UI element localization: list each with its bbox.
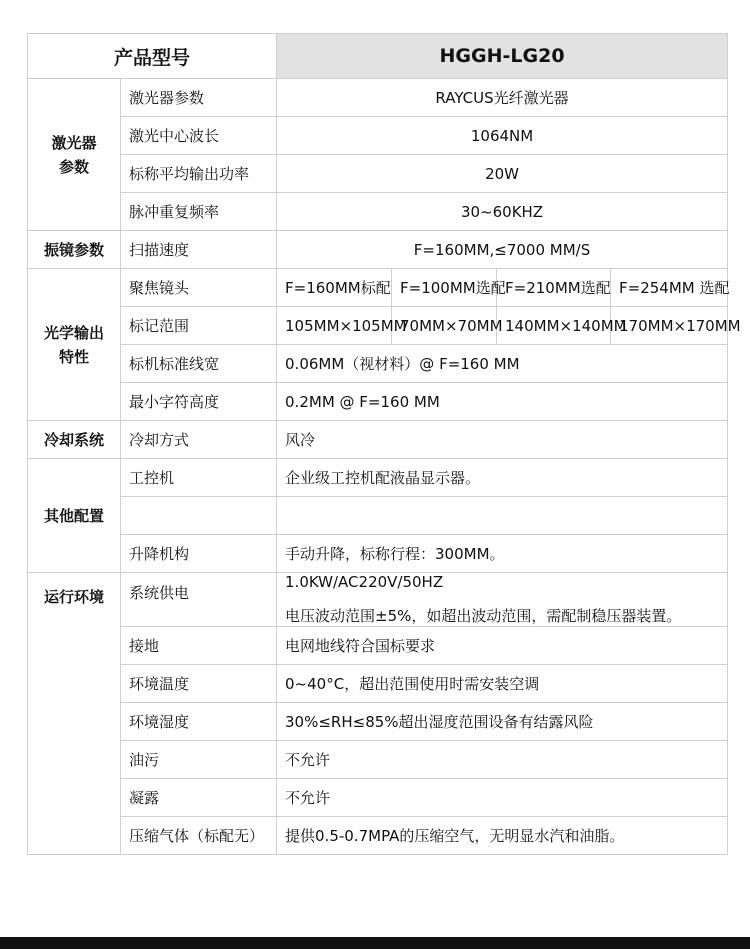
param-value: 提供0.5-0.7MPA的压缩空气，无明显水汽和油脂。 [277, 817, 728, 855]
bottom-bar [0, 937, 750, 949]
power-spec: 1.0KW/AC220V/50HZ [285, 573, 444, 591]
category-optics [28, 269, 121, 421]
table-row [28, 535, 728, 573]
param-label: 脉冲重复频率 [121, 193, 277, 231]
table-row [28, 627, 728, 665]
table-row [28, 231, 728, 269]
param-label: 压缩气体（标配无） [121, 817, 277, 855]
range-value: 140MM×140MM [497, 307, 611, 345]
category-env: 运行环境 [28, 573, 121, 855]
table-row [28, 79, 728, 117]
param-label: 标称平均输出功率 [121, 155, 277, 193]
lens-option: F=160MM标配 [277, 269, 392, 307]
param-label [121, 497, 277, 535]
param-value: 手动升降，标称行程：300MM。 [277, 535, 728, 573]
param-label: 接地 [121, 627, 277, 665]
param-value: 电网地线符合国标要求 [277, 627, 728, 665]
range-value: 105MM×105MM [277, 307, 392, 345]
table-row [28, 459, 728, 497]
table-row [28, 193, 728, 231]
lens-option: F=254MM 选配 [611, 269, 728, 307]
table-row [28, 665, 728, 703]
param-value: 30~60KHZ [277, 193, 728, 231]
category-laser [28, 79, 121, 231]
category-galvo: 振镜参数 [28, 231, 121, 269]
param-label: 系统供电 [121, 573, 277, 627]
param-value: 企业级工控机配液晶显示器。 [277, 459, 728, 497]
param-label: 环境温度 [121, 665, 277, 703]
param-label: 标机标准线宽 [121, 345, 277, 383]
table-row [28, 155, 728, 193]
param-value: 0.06MM（视材料）@ F=160 MM [277, 345, 728, 383]
table-row [28, 383, 728, 421]
category-optics-line1: 光学输出 [43, 323, 104, 342]
lens-option: F=210MM选配 [497, 269, 611, 307]
range-value: 70MM×70MM [392, 307, 497, 345]
param-value [277, 497, 728, 535]
param-label: 环境湿度 [121, 703, 277, 741]
table-row [28, 779, 728, 817]
param-value: RAYCUS光纤激光器 [277, 79, 728, 117]
param-label: 油污 [121, 741, 277, 779]
param-label: 激光中心波长 [121, 117, 277, 155]
param-value: 0.2MM @ F=160 MM [277, 383, 728, 421]
param-value: 1064NM [277, 117, 728, 155]
header-row [28, 34, 728, 79]
model-value: HGGH-LG20 [277, 34, 728, 79]
lens-option: F=100MM选配 [392, 269, 497, 307]
param-value: 30%≤RH≤85%超出湿度范围设备有结露风险 [277, 703, 728, 741]
param-value: 风冷 [277, 421, 728, 459]
param-label: 标记范围 [121, 307, 277, 345]
table-row [28, 269, 728, 307]
table-row [28, 817, 728, 855]
range-value: 170MM×170MM [611, 307, 728, 345]
power-note: 电压波动范围±5%，如超出波动范围，需配制稳压器装置。 [285, 607, 682, 625]
table-row [28, 421, 728, 459]
param-label: 聚焦镜头 [121, 269, 277, 307]
category-cooling: 冷却系统 [28, 421, 121, 459]
table-row [28, 741, 728, 779]
param-label: 最小字符高度 [121, 383, 277, 421]
category-laser-line1: 激光器 [51, 133, 97, 152]
param-value: F=160MM,≤7000 MM/S [277, 231, 728, 269]
param-value: 0~40°C，超出范围使用时需安装空调 [277, 665, 728, 703]
table-row [28, 307, 728, 345]
table-row [28, 703, 728, 741]
model-label: 产品型号 [28, 34, 277, 79]
param-value [277, 573, 728, 627]
category-laser-line2: 参数 [58, 157, 89, 176]
table-row [28, 497, 728, 535]
table-row [28, 345, 728, 383]
param-label: 激光器参数 [121, 79, 277, 117]
table-row [28, 573, 728, 627]
category-other: 其他配置 [28, 459, 121, 573]
table-row [28, 117, 728, 155]
param-value: 不允许 [277, 779, 728, 817]
param-label: 冷却方式 [121, 421, 277, 459]
param-label: 扫描速度 [121, 231, 277, 269]
param-value: 不允许 [277, 741, 728, 779]
param-label: 凝露 [121, 779, 277, 817]
spec-table [27, 33, 741, 855]
param-value: 20W [277, 155, 728, 193]
category-optics-line2: 特性 [58, 347, 89, 366]
param-label: 升降机构 [121, 535, 277, 573]
param-label: 工控机 [121, 459, 277, 497]
